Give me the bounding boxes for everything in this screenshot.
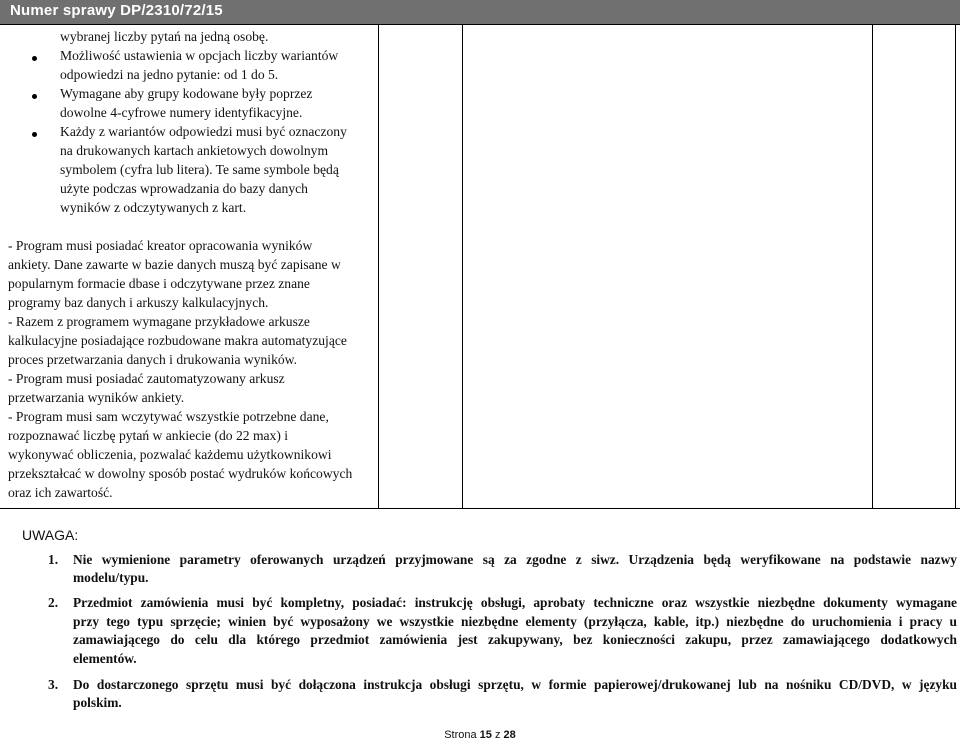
paragraph-line: - Program musi posiadać zautomatyzowany arkusz [8,371,285,386]
bullet-icon [32,94,37,99]
bullet-text: symbolem (cyfra lub litera). Te same symbole będą [60,162,339,177]
bullet-icon [32,56,37,61]
note-line: zamawiającego do celu dla którego przedmiot zamówienia jest zakupywany, bez konieczności zakupu, przez zamawiającego dodatkowych [73,632,957,647]
note-line: Nie wymienione parametry oferowanych urządzeń przyjmowane są za zgodne z siwz. Urządzenia będą weryfikowane na podstawie nazwy [73,552,957,567]
column-divider [872,24,873,509]
note-line: przy tego typu sprzęcie; winien być wyposażony we wszystkie niezbędne elementy (przyłącza, kable, itp.) niezbędne do uruchomienia i pracy u [73,614,957,629]
note-line: elementów. [73,651,137,666]
paragraph-line: wykonywać obliczenia, pozwalać każdemu użytkownikowi [8,447,332,462]
page-header [0,0,960,24]
bullet-text: wyników z odczytywanych z kart. [60,200,247,215]
paragraph-line: programy baz danych i arkuszy kalkulacyjnych. [8,295,269,310]
note-line: modelu/typu. [73,570,149,585]
paragraph-line: kalkulacyjne posiadające rozbudowane makra automatyzujące [8,333,347,348]
paragraph-line: rozpoznawać liczbę pytań w ankiecie (do 22 max) i [8,428,289,443]
bullet-text: dowolne 4-cyfrowe numery identyfikacyjne. [60,105,303,120]
note-number: 1. [48,552,59,567]
note-line: Do dostarczonego sprzętu musi być dołączona instrukcja obsługi sprzętu, w formie papierowej/drukowanej lub na nośniku CD/DVD, w języku [73,677,957,692]
bullet-text: użyte podczas wprowadzania do bazy danych [60,181,308,196]
paragraph-line: proces przetwarzania danych i drukowania wyników. [8,352,298,367]
paragraph-line: popularnym formacie dbase i odczytywane przez znane [8,276,310,291]
paragraph-line: - Program musi sam wczytywać wszystkie potrzebne dane, [8,409,329,424]
case-number: Numer sprawy DP/2310/72/15 [10,2,223,19]
paragraph-line: - Razem z programem wymagane przykładowe arkusze [8,314,310,329]
note-number: 3. [48,677,59,692]
notes-heading: UWAGA: [22,527,79,543]
bullet-text: Każdy z wariantów odpowiedzi musi być oznaczony [60,124,347,139]
note-line: Przedmiot zamówienia musi być kompletny, posiadać: instrukcję obsługi, aprobaty techniczne oraz wszystkie niezbędne dokumenty wymagane [73,595,957,610]
bullet-text: Możliwość ustawienia w opcjach liczby wariantów [60,48,339,63]
table-top-border [0,24,960,25]
note-line: polskim. [73,695,122,710]
column-divider [378,24,379,509]
paragraph-line: oraz ich zawartość. [8,485,113,500]
paragraph-line: przekształcać w dowolny sposób postać wydruków końcowych [8,466,353,481]
bullet-text: na drukowanych kartach ankietowych dowolnym [60,143,329,158]
column-divider [462,24,463,509]
bullet-icon [32,132,37,137]
cell-first-line: wybranej liczby pytań na jedną osobę. [60,29,269,44]
page-footer [0,729,960,741]
table-bottom-border [0,508,960,509]
paragraph-line: ankiety. Dane zawarte w bazie danych muszą być zapisane w [8,257,341,272]
total-pages: 28 [503,729,516,741]
note-number: 2. [48,595,59,610]
column-divider [955,24,956,509]
paragraph-line: - Program musi posiadać kreator opracowania wyników [8,238,313,253]
bullet-text: odpowiedzi na jedno pytanie: od 1 do 5. [60,67,279,82]
footer-prefix: Strona [444,729,477,741]
bullet-text: Wymagane aby grupy kodowane były poprzez [60,86,313,101]
paragraph-line: przetwarzania wyników ankiety. [8,390,185,405]
current-page: 15 [479,729,492,741]
footer-separator: z [494,729,501,741]
